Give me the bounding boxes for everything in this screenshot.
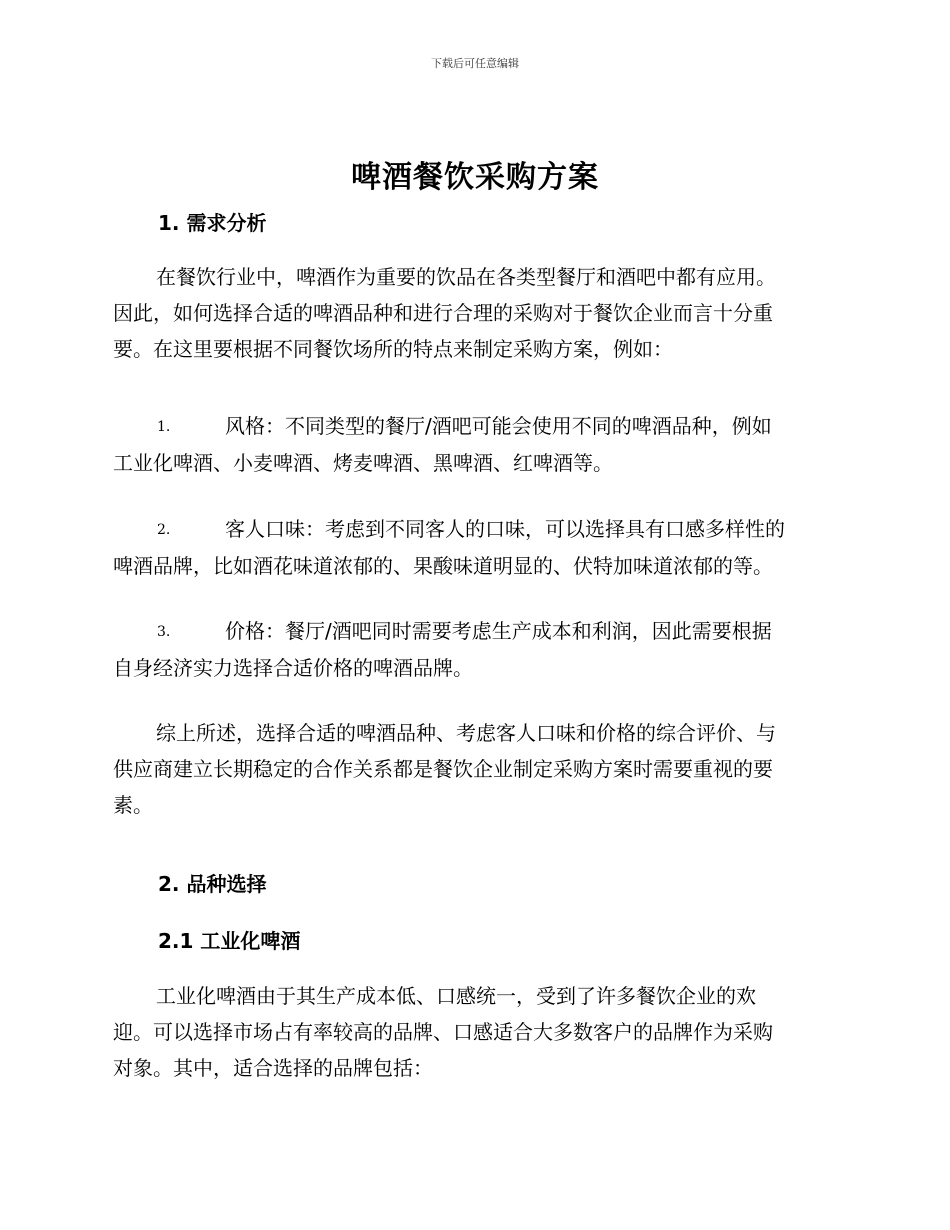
list-item-text: 工业化啤酒、小麦啤酒、烤麦啤酒、黑啤酒、红啤酒等。 bbox=[113, 451, 613, 475]
paragraph-line: 在餐饮行业中，啤酒作为重要的饮品在各类型餐厅和酒吧中都有应用。 bbox=[156, 265, 776, 289]
list-item-number: 1. bbox=[157, 419, 171, 435]
paragraph-summary bbox=[113, 715, 833, 823]
paragraph-line: 供应商建立长期稳定的合作关系都是餐饮企业制定采购方案时需要重视的要 bbox=[113, 757, 773, 781]
document-title: 啤酒餐饮采购方案 bbox=[351, 160, 599, 195]
paragraph-line: 因此，如何选择合适的啤酒品种和进行合理的采购对于餐饮企业而言十分重 bbox=[113, 301, 773, 325]
paragraph-line: 工业化啤酒由于其生产成本低、口感统一，受到了许多餐饮企业的欢 bbox=[156, 984, 756, 1008]
section-heading-variety-selection: 2. 品种选择 bbox=[158, 872, 267, 896]
paragraph-line: 综上所述，选择合适的啤酒品种、考虑客人口味和价格的综合评价、与 bbox=[156, 721, 776, 745]
list-item-text: 风格：不同类型的餐厅/酒吧可能会使用不同的啤酒品种，例如 bbox=[225, 414, 772, 438]
list-item-price bbox=[113, 613, 833, 686]
subsection-heading-industrial-beer: 2.1 工业化啤酒 bbox=[158, 929, 301, 953]
list-item-text: 啤酒品牌，比如酒花味道浓郁的、果酸味道明显的、伏特加味道浓郁的等。 bbox=[113, 554, 773, 578]
list-item-style bbox=[113, 408, 833, 481]
paragraph-line: 对象。其中，适合选择的品牌包括： bbox=[113, 1056, 433, 1080]
paragraph-line: 迎。可以选择市场占有率较高的品牌、口感适合大多数客户的品牌作为采购 bbox=[113, 1020, 773, 1044]
list-item-text: 自身经济实力选择合适价格的啤酒品牌。 bbox=[113, 656, 473, 680]
paragraph-line: 素。 bbox=[113, 793, 153, 817]
paragraph-industrial-beer bbox=[113, 978, 833, 1086]
page-header-note: 下载后可任意编辑 bbox=[431, 57, 519, 70]
paragraph-line: 要。在这里要根据不同餐饮场所的特点来制定采购方案，例如： bbox=[113, 337, 673, 361]
section-heading-needs-analysis: 1. 需求分析 bbox=[158, 211, 267, 235]
list-item-number: 3. bbox=[157, 624, 171, 640]
list-item-text: 客人口味：考虑到不同客人的口味，可以选择具有口感多样性的 bbox=[225, 517, 785, 541]
list-item-number: 2. bbox=[157, 522, 171, 538]
list-item-text: 价格：餐厅/酒吧同时需要考虑生产成本和利润，因此需要根据 bbox=[225, 619, 772, 643]
paragraph-intro bbox=[113, 259, 833, 367]
list-item-taste bbox=[113, 511, 833, 584]
